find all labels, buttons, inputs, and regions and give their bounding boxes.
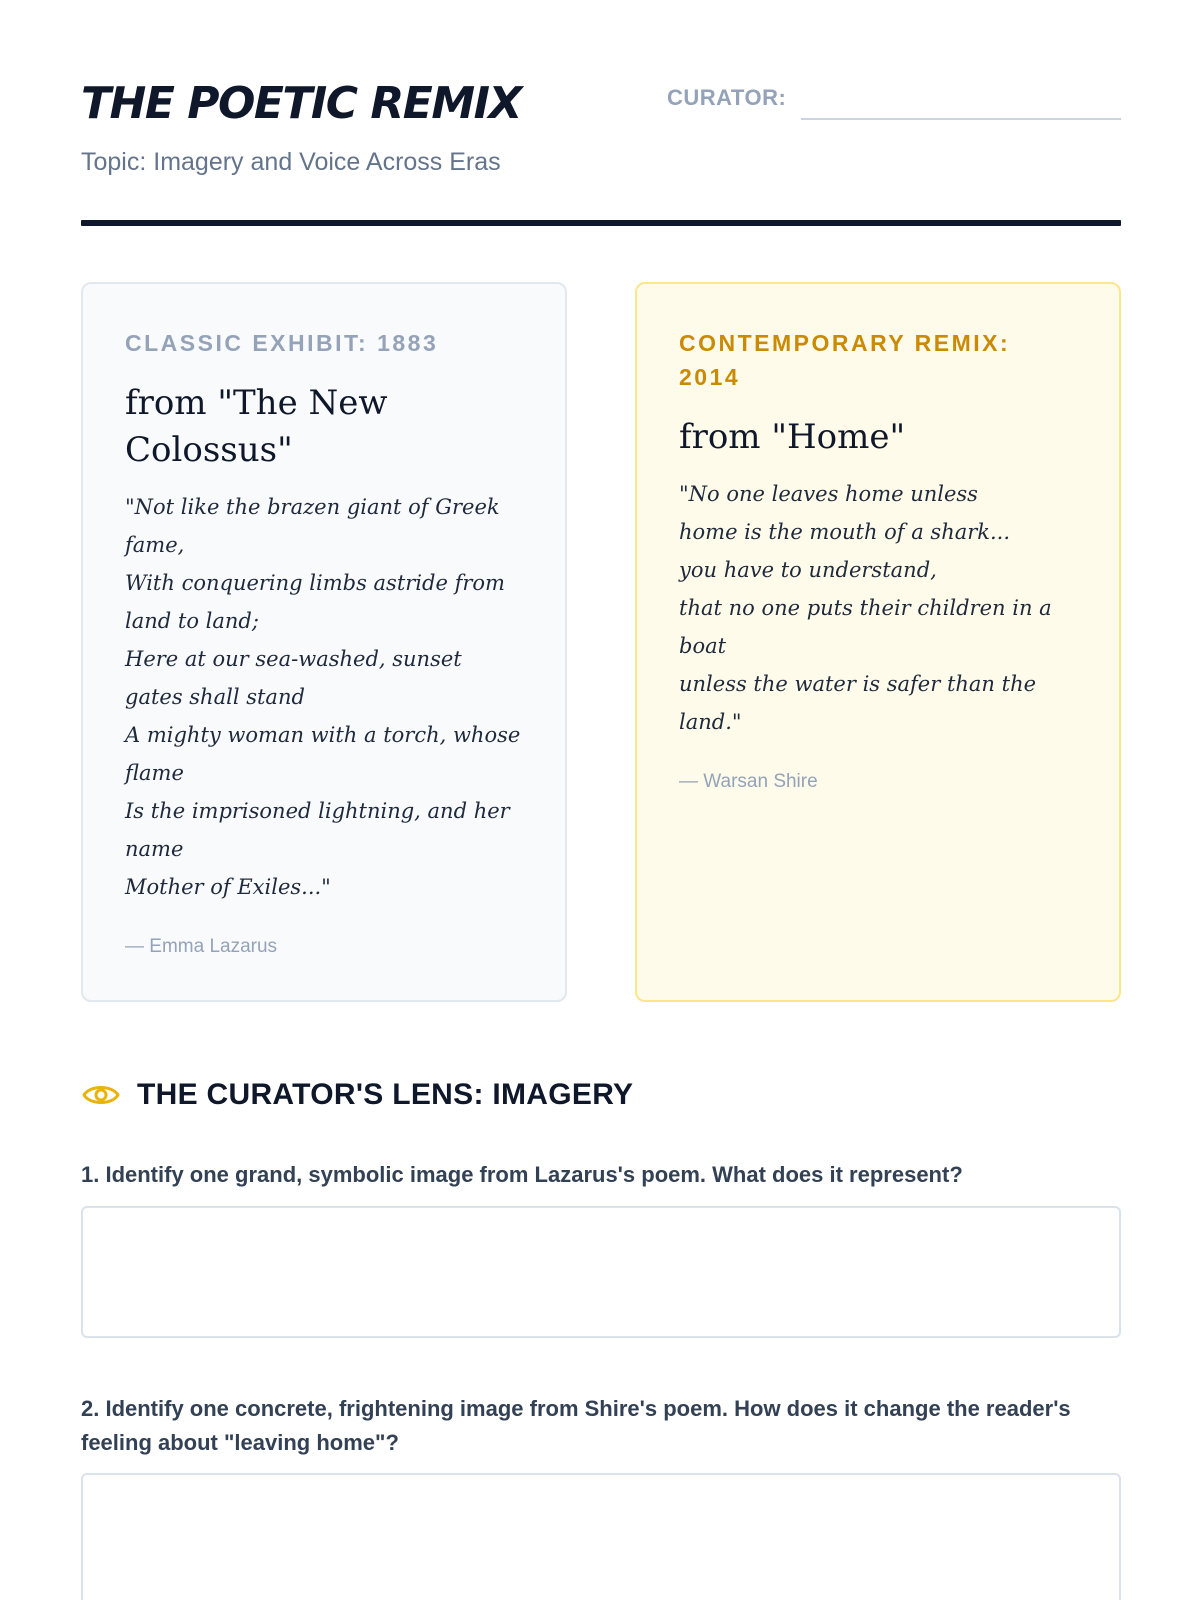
topic-subtitle: Topic: Imagery and Voice Across Eras: [81, 148, 501, 176]
poem-line: A mighty woman with a torch, whose flame: [125, 723, 521, 785]
poem-line: "No one leaves home unless: [679, 482, 978, 506]
header-divider: [81, 220, 1121, 226]
remix-poem-title: from "Home": [679, 417, 906, 457]
contemporary-remix-card: [635, 282, 1121, 1002]
worksheet-header: [81, 78, 1121, 178]
remix-poem-excerpt: [679, 475, 1077, 741]
remix-attribution: — Warsan Shire: [679, 771, 818, 792]
answer-1-field[interactable]: [81, 1206, 1121, 1338]
poem-line: Mother of Exiles...": [125, 875, 331, 899]
answer-2-field[interactable]: [81, 1473, 1121, 1600]
curator-name-line[interactable]: [801, 118, 1121, 120]
poem-line: home is the mouth of a shark...: [679, 520, 1011, 544]
curators-lens-heading: [81, 1074, 633, 1116]
classic-poem-title: from "The New Colossus": [125, 383, 388, 470]
curator-label: CURATOR:: [667, 85, 787, 110]
classic-attribution: — Emma Lazarus: [125, 936, 278, 957]
question-1: 1. Identify one grand, symbolic image from Lazarus's poem. What does it represent?: [81, 1162, 963, 1187]
poem-line: unless the water is safer than the land.": [679, 672, 1037, 734]
poem-line: Is the imprisoned lightning, and her name: [125, 799, 510, 861]
poem-line: you have to understand,: [679, 558, 937, 582]
remix-exhibit-label: CONTEMPORARY REMIX: 2014: [679, 330, 1011, 390]
poem-line: With conquering limbs astride from land to land;: [125, 571, 505, 633]
page-title: THE POETIC REMIX: [81, 78, 521, 129]
classic-poem-excerpt: [125, 488, 523, 906]
question-2: 2. Identify one concrete, frightening image from Shire's poem. How does it change the reader's feeling about "leaving home"?: [81, 1396, 1071, 1455]
poem-line: "Not like the brazen giant of Greek fame,: [125, 495, 500, 557]
poem-line: Here at our sea-washed, sunset gates shall stand: [125, 647, 462, 709]
classic-exhibit-card: [81, 282, 567, 1002]
lens-title: THE CURATOR'S LENS: IMAGERY: [137, 1078, 634, 1111]
eye-icon: [81, 1080, 121, 1110]
classic-exhibit-label: CLASSIC EXHIBIT: 1883: [125, 330, 439, 356]
poem-line: that no one puts their children in a boat: [679, 596, 1052, 658]
